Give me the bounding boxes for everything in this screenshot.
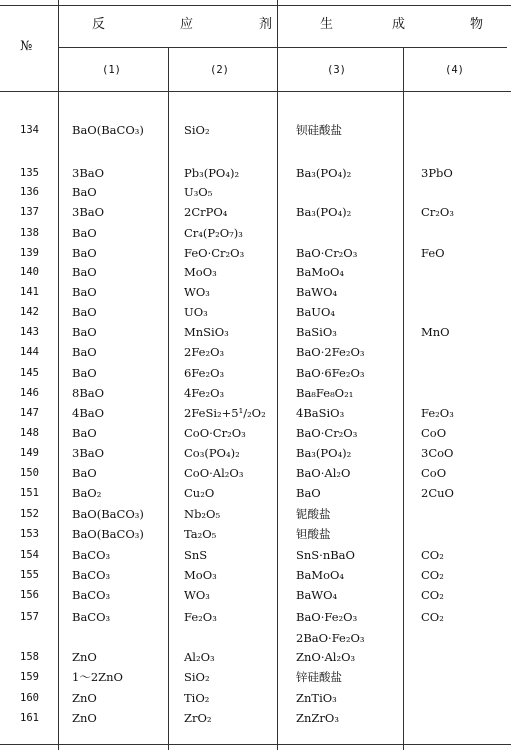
table-cell-c3: Ba₃(PO₄)₂	[296, 166, 352, 180]
table-cell-c3: BaUO₄	[296, 305, 336, 319]
table-cell-c2: 2FeSi₂+5¹/₂O₂	[184, 406, 266, 420]
table-cell-c3: BaWO₄	[296, 588, 338, 602]
table-cell-c1: 3BaO	[72, 446, 105, 460]
table-cell-c3: 2BaO·Fe₂O₃	[296, 631, 365, 645]
table-cell-c1: BaO	[72, 285, 97, 299]
row-number: 135	[20, 167, 39, 179]
table-cell-c4: CO₂	[421, 548, 444, 562]
row-number: 155	[20, 569, 39, 581]
table-cell-c3: 铌酸盐	[296, 507, 331, 521]
table-cell-c2: Cr₄(P₂O₇)₃	[184, 226, 243, 240]
table-cell-c4: Fe₂O₃	[421, 406, 454, 420]
table-cell-c4: CO₂	[421, 588, 444, 602]
header-col-3: (3)	[327, 64, 346, 76]
table-cell-c1: BaO	[72, 185, 97, 199]
table-cell-c1: ZnO	[72, 650, 97, 664]
table-cell-c3: BaSiO₃	[296, 325, 337, 339]
table-cell-c2: UO₃	[184, 305, 208, 319]
table-cell-c2: 2Fe₂O₃	[184, 345, 225, 359]
header-reactants-char: 应	[180, 17, 194, 32]
table-cell-c2: SiO₂	[184, 670, 210, 684]
table-cell-c1: BaO(BaCO₃)	[72, 123, 144, 137]
table-cell-c1: BaO₂	[72, 486, 102, 500]
row-number: 151	[20, 487, 39, 499]
table-cell-c2: Fe₂O₃	[184, 610, 217, 624]
row-number: 153	[20, 528, 39, 540]
header-bottom-border	[0, 91, 511, 92]
table-cell-c2: Cu₂O	[184, 486, 215, 500]
table-cell-c2: Ta₂O₅	[184, 527, 217, 541]
table-cell-c2: CoO·Cr₂O₃	[184, 426, 246, 440]
table-cell-c3: ZnZrO₃	[296, 711, 339, 725]
table-cell-c2: TiO₂	[184, 691, 210, 705]
header-divider	[58, 47, 507, 48]
row-number: 150	[20, 467, 39, 479]
table-cell-c3: BaMoO₄	[296, 568, 345, 582]
table-cell-c1: BaO	[72, 305, 97, 319]
table-cell-c1: ZnO	[72, 691, 97, 705]
table-cell-c1: BaO	[72, 325, 97, 339]
row-number: 138	[20, 227, 39, 239]
table-cell-c4: CoO	[421, 426, 447, 440]
table-cell-c3: SnS·nBaO	[296, 548, 355, 562]
header-col-2: (2)	[210, 64, 229, 76]
table-cell-c3: Ba₈Fe₈O₂₁	[296, 386, 354, 400]
table-cell-c1: 4BaO	[72, 406, 105, 420]
row-number: 145	[20, 367, 39, 379]
row-number: 146	[20, 387, 39, 399]
table-cell-c4: MnO	[421, 325, 450, 339]
table-cell-c3: Ba₃(PO₄)₂	[296, 205, 352, 219]
row-number: 161	[20, 712, 39, 724]
row-number: 140	[20, 266, 39, 278]
row-number: 147	[20, 407, 39, 419]
col-divider-1	[168, 47, 169, 750]
table-cell-c3: 钽酸盐	[296, 527, 331, 541]
table-cell-c1: BaO	[72, 265, 97, 279]
row-number: 141	[20, 286, 39, 298]
table-cell-c3: 钡硅酸盐	[296, 123, 342, 137]
table-cell-c4: Cr₂O₃	[421, 205, 454, 219]
col-divider-no	[58, 0, 59, 750]
table-cell-c2: 6Fe₂O₃	[184, 366, 225, 380]
row-number: 158	[20, 651, 39, 663]
table-cell-c2: MoO₃	[184, 568, 217, 582]
table-cell-c3: BaO·6Fe₂O₃	[296, 366, 365, 380]
table-cell-c1: 3BaO	[72, 205, 105, 219]
table-cell-c2: MnSiO₃	[184, 325, 229, 339]
row-number: 139	[20, 247, 39, 259]
header-col-4: (4)	[445, 64, 464, 76]
header-no: №	[20, 39, 33, 54]
header-reactants-char: 反	[92, 17, 106, 32]
table-cell-c1: BaO	[72, 246, 97, 260]
row-number: 148	[20, 427, 39, 439]
row-number: 154	[20, 549, 39, 561]
table-cell-c1: BaO(BaCO₃)	[72, 507, 144, 521]
table-cell-c1: BaCO₃	[72, 548, 111, 562]
row-number: 149	[20, 447, 39, 459]
row-number: 136	[20, 186, 39, 198]
header-reactants-char: 剂	[259, 17, 273, 32]
table-cell-c1: 8BaO	[72, 386, 105, 400]
table-cell-c1: 1～2ZnO	[72, 670, 123, 684]
table-cell-c4: 3CoO	[421, 446, 454, 460]
table-cell-c3: 锌硅酸盐	[296, 670, 342, 684]
row-number: 157	[20, 611, 39, 623]
table-cell-c1: BaCO₃	[72, 588, 111, 602]
table-cell-c3: BaO·Fe₂O₃	[296, 610, 358, 624]
header-products-char: 生	[320, 17, 334, 32]
table-cell-c3: BaO·2Fe₂O₃	[296, 345, 365, 359]
table-cell-c3: BaMoO₄	[296, 265, 345, 279]
table-cell-c3: ZnTiO₃	[296, 691, 337, 705]
table-cell-c2: Al₂O₃	[184, 650, 215, 664]
table-cell-c2: 2CrPO₄	[184, 205, 228, 219]
col-divider-2	[277, 0, 278, 750]
table-cell-c2: Nb₂O₅	[184, 507, 221, 521]
row-number: 142	[20, 306, 39, 318]
table-bottom-border	[0, 744, 511, 745]
header-products-char: 物	[470, 17, 484, 32]
header-col-1: (1)	[102, 64, 121, 76]
table-cell-c1: BaCO₃	[72, 610, 111, 624]
table-cell-c4: FeO	[421, 246, 445, 260]
table-cell-c2: MoO₃	[184, 265, 217, 279]
table-cell-c4: 2CuO	[421, 486, 454, 500]
table-cell-c2: 4Fe₂O₃	[184, 386, 225, 400]
table-cell-c2: SiO₂	[184, 123, 210, 137]
table-cell-c3: BaO·Cr₂O₃	[296, 246, 358, 260]
table-cell-c3: BaWO₄	[296, 285, 338, 299]
row-number: 152	[20, 508, 39, 520]
table-cell-c1: BaO	[72, 345, 97, 359]
table-cell-c2: FeO·Cr₂O₃	[184, 246, 245, 260]
table-cell-c2: SnS	[184, 548, 208, 562]
table-top-border	[0, 5, 511, 6]
table-cell-c1: ZnO	[72, 711, 97, 725]
table-cell-c4: 3PbO	[421, 166, 453, 180]
table-cell-c2: CoO·Al₂O₃	[184, 466, 244, 480]
col-divider-3	[403, 47, 404, 750]
row-number: 134	[20, 124, 39, 136]
row-number: 159	[20, 671, 39, 683]
row-number: 143	[20, 326, 39, 338]
row-number: 144	[20, 346, 39, 358]
table-cell-c1: BaO(BaCO₃)	[72, 527, 144, 541]
table-cell-c2: Co₃(PO₄)₂	[184, 446, 240, 460]
table-cell-c4: CO₂	[421, 610, 444, 624]
table-cell-c3: BaO·Cr₂O₃	[296, 426, 358, 440]
table-cell-c3: 4BaSiO₃	[296, 406, 345, 420]
row-number: 156	[20, 589, 39, 601]
table-cell-c4: CoO	[421, 466, 447, 480]
table-cell-c1: BaO	[72, 466, 97, 480]
header-products-char: 成	[392, 17, 406, 32]
table-cell-c1: BaO	[72, 226, 97, 240]
table-cell-c1: BaCO₃	[72, 568, 111, 582]
table-cell-c3: Ba₃(PO₄)₂	[296, 446, 352, 460]
table-cell-c2: Pb₃(PO₄)₂	[184, 166, 240, 180]
table-cell-c3: ZnO·Al₂O₃	[296, 650, 356, 664]
table-cell-c2: WO₃	[184, 588, 210, 602]
table-cell-c3: BaO	[296, 486, 321, 500]
table-cell-c1: BaO	[72, 366, 97, 380]
row-number: 137	[20, 206, 39, 218]
table-cell-c2: U₃O₅	[184, 185, 213, 199]
table-cell-c4: CO₂	[421, 568, 444, 582]
table-cell-c2: ZrO₂	[184, 711, 212, 725]
row-number: 160	[20, 692, 39, 704]
table-cell-c3: BaO·Al₂O	[296, 466, 351, 480]
table-cell-c2: WO₃	[184, 285, 210, 299]
table-cell-c1: BaO	[72, 426, 97, 440]
table-cell-c1: 3BaO	[72, 166, 105, 180]
